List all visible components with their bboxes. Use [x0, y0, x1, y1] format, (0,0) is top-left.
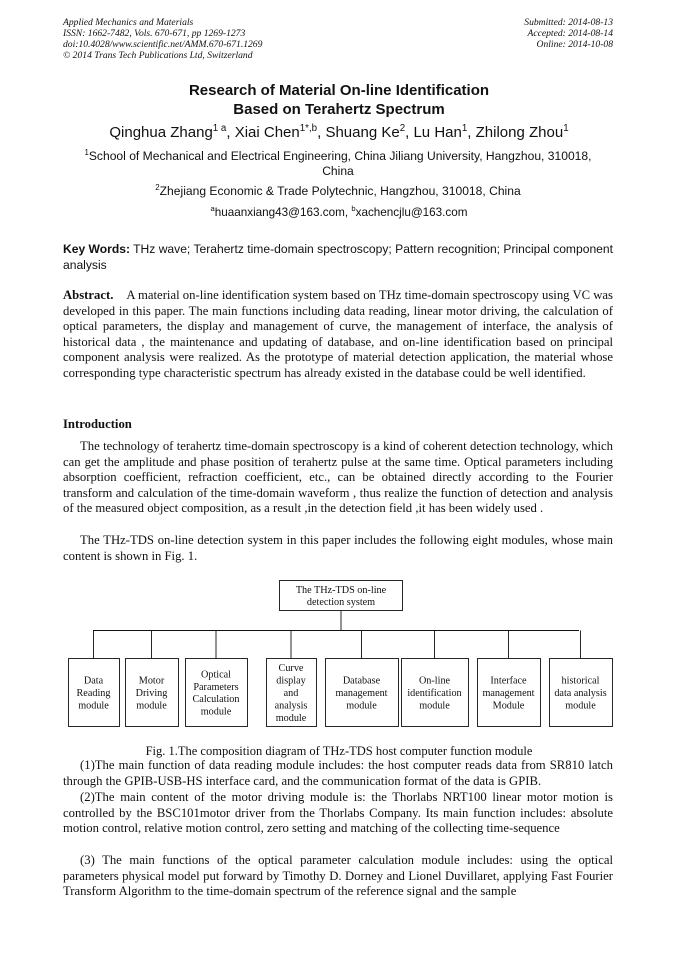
affiliation-text: School of Mechanical and Electrical Engineering, China Jiliang University, Hangzhou, 310018,	[88, 149, 592, 163]
journal-issn: ISSN: 1662-7482, Vols. 670-671, pp 1269-1273	[63, 28, 246, 39]
module-label-line: Optical	[201, 669, 231, 681]
root-label-line-1: The THz-TDS on-line	[295, 585, 387, 596]
affiliation-mark: 1	[84, 147, 89, 157]
author-name: Zhilong Zhou	[475, 124, 564, 141]
author-name: Lu Han	[413, 124, 462, 141]
module-label-line: On-line	[418, 675, 451, 687]
section-heading-introduction: Introduction	[63, 417, 132, 431]
module-label-line: Data	[83, 675, 104, 687]
paper-title-line-1: Research of Material On-line Identification	[188, 82, 490, 99]
author-list	[0, 124, 678, 141]
module-label-line: management	[335, 688, 388, 699]
module-label-line: module	[275, 712, 307, 724]
module-label-line: Interface	[490, 675, 527, 687]
author-name: Xiai Chen	[234, 124, 300, 141]
body-paragraph-2: (2)The main content of the motor driving module is: the Thorlabs NRT100 linear motor motion is controlled by the BSC101motor driver from the Thorlabs Company. Its main function includes: absolute motion control, relative motion control, zero setting and matching of the collecting time-sequence	[63, 790, 613, 836]
email-address: huaanxiang43@163.com	[214, 206, 345, 219]
author-separator: ,	[405, 124, 414, 141]
date-online: Online: 2014-10-08	[536, 39, 613, 50]
module-label-line: module	[346, 700, 377, 712]
module-label-line: Motor	[138, 675, 165, 687]
author-affiliation-mark: 1*,b	[299, 123, 318, 134]
author-separator: ,	[467, 124, 476, 141]
journal-name: Applied Mechanics and Materials	[63, 17, 194, 28]
author-separator: ,	[317, 124, 326, 141]
module-label-line: analysis	[274, 700, 308, 712]
module-label-line: module	[136, 700, 167, 712]
module-label-line: identification	[407, 688, 462, 699]
keywords-text: THz wave; Terahertz time-domain spectroscopy; Pattern recognition; Principal component analysis	[63, 242, 613, 272]
module-label-line: module	[419, 700, 450, 712]
author-separator: ,	[226, 124, 235, 141]
author-name: Shuang Ke	[325, 124, 400, 141]
author-name: Qinghua Zhang	[109, 124, 213, 141]
email-address: xachencjlu@163.com	[355, 206, 468, 219]
author-affiliation-mark: 2	[399, 123, 406, 134]
module-label-line: management	[482, 688, 535, 699]
module-label-line: Calculation	[192, 694, 240, 706]
keywords	[63, 241, 613, 273]
module-label-line: Driving	[135, 688, 168, 699]
abstract	[63, 288, 613, 382]
module-label-line: and	[283, 688, 299, 699]
intro-paragraph-1: The technology of terahertz time-domain spectroscopy is a kind of coherent detection technology, which can get the amplitude and phase position of terahertz pulse at the same time. Optical parameters including absorption coefficient, refraction coefficient, etc., can be obtained directly according to the Fourier transform and calculation of the time-domain waveform , thus realize the function of detection and analysis of the measured object composition, as a result ,in the detection field ,it has been widely used .	[63, 439, 613, 516]
date-accepted: Accepted: 2014-08-14	[527, 28, 613, 39]
module-label-line: module	[200, 706, 232, 718]
module-label-line: module	[78, 700, 109, 712]
author-emails	[0, 206, 678, 219]
submission-dates	[524, 17, 613, 50]
affiliation-2	[63, 184, 613, 199]
journal-copyright: © 2014 Trans Tech Publications Ltd, Switzerland	[63, 50, 253, 61]
root-label-line-2: detection system	[306, 597, 376, 608]
paper-title	[0, 81, 678, 119]
body-paragraph-3: (3) The main functions of the optical parameter calculation module includes: using the optical parameters physical model put forward by Timothy D. Dorney and Lionel Duvillaret, applying Fast Fourier Transform Algorithm to the time-domain spectrum of the reference signal and the sample	[63, 853, 613, 899]
affiliation-1	[63, 149, 613, 179]
journal-doi: doi:10.4028/www.scientific.net/AMM.670-671.1269	[63, 39, 263, 50]
intro-paragraph-2: The THz-TDS on-line detection system in this paper includes the following eight modules, whose main content is shown in Fig. 1.	[63, 533, 613, 563]
module-label-line: Database	[342, 675, 381, 687]
module-label-line: module	[565, 700, 596, 712]
affiliation-text-cont: China	[322, 164, 354, 178]
date-submitted: Submitted: 2014-08-13	[524, 17, 613, 28]
body-paragraph-1: (1)The main function of data reading module includes: the host computer reads data from SR810 latch through the GPIB-USB-HS interface card, and the communication format of the data is GPIB.	[63, 758, 613, 788]
module-label-line: Parameters	[193, 681, 239, 693]
module-label-line: data analysis	[554, 688, 607, 699]
keywords-label: Key Words:	[63, 242, 130, 256]
journal-header	[63, 17, 262, 61]
email-mark: b	[351, 204, 356, 214]
affiliation-mark: 2	[155, 182, 160, 192]
module-label-line: display	[276, 675, 306, 687]
author-affiliation-mark: 1	[461, 123, 468, 134]
author-affiliation-mark: 1 a	[212, 123, 227, 134]
module-label-line: historical	[561, 675, 600, 687]
module-label-line: Reading	[76, 688, 111, 699]
affiliation-text: Zhejiang Economic & Trade Polytechnic, Hangzhou, 310018, China	[159, 184, 521, 198]
module-label-line: Curve	[278, 663, 304, 675]
module-label-line: Module	[492, 700, 525, 712]
system-module-diagram	[60, 578, 620, 730]
paper-title-line-2: Based on Terahertz Spectrum	[233, 101, 445, 118]
email-mark: a	[210, 204, 215, 214]
abstract-label: Abstract.	[63, 288, 114, 302]
figure-caption: Fig. 1.The composition diagram of THz-TDS host computer function module	[145, 744, 533, 758]
email-separator: ,	[344, 206, 352, 219]
author-affiliation-mark: 1	[563, 123, 569, 134]
abstract-text: A material on-line identification system based on THz time-domain spectroscopy using VC was developed in this paper. The main functions including data reading, linear motor driving, the calculation of optical parameters, the display and management of curve, the management of interface, the analysis of historical data , the maintenance and updating of database, and on-line identification based on principal component analysis were realized. As the prototype of material detection application, the material whose corresponding type characteristic spectrum has already existed in the database could be well identified.	[63, 288, 613, 380]
